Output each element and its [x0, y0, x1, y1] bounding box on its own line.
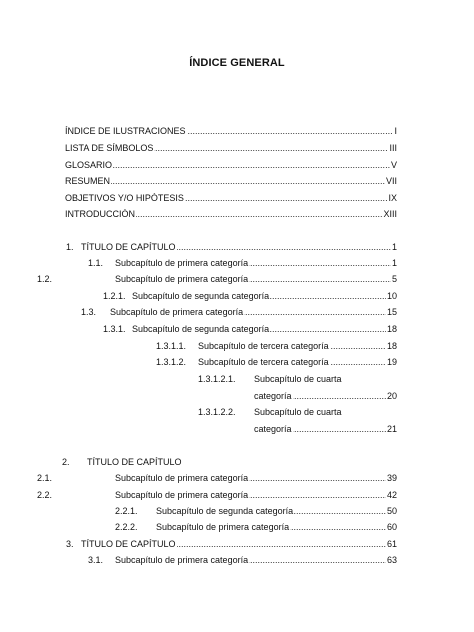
toc-entry-number: 1.2.1. — [103, 291, 126, 301]
toc-entry-text: TÍTULO DE CAPÍTULO — [81, 242, 176, 252]
toc-entry-text: categoría — [254, 424, 292, 434]
toc-entry-page: 21 — [386, 424, 397, 434]
toc-entry-text: RESUMEN — [65, 176, 111, 186]
toc-entry[interactable] — [254, 391, 397, 402]
toc-entry-number: 3. — [66, 539, 74, 549]
toc-entry-page: IX — [388, 193, 397, 203]
toc-entry-text[interactable]: TÍTULO DE CAPÍTULO — [87, 457, 182, 467]
toc-entry-page: 20 — [386, 391, 397, 401]
toc-entry-number: 1.2. — [37, 274, 53, 284]
toc-entry-page: 63 — [386, 555, 397, 565]
toc-entry-number: 1.3.1.1. — [156, 341, 187, 351]
toc-entry[interactable] — [132, 324, 397, 335]
toc-entry-number: 1.3.1.2.1. — [198, 374, 236, 384]
toc-entry-text: LISTA DE SÍMBOLOS — [65, 143, 154, 153]
toc-entry-page: 1 — [391, 242, 397, 252]
toc-entry-text: Subcapítulo de cuarta — [254, 374, 342, 384]
toc-entry[interactable] — [132, 291, 397, 302]
toc-entry[interactable] — [198, 341, 397, 352]
toc-entry-page: III — [389, 143, 397, 153]
toc-entry-page: 18 — [386, 341, 397, 351]
toc-entry-page: 50 — [386, 506, 397, 516]
toc-entry[interactable] — [115, 490, 397, 501]
toc-entry[interactable] — [156, 522, 397, 533]
toc-entry-page: 18 — [386, 324, 397, 334]
toc-entry[interactable] — [65, 193, 397, 204]
toc-entry[interactable] — [81, 242, 397, 253]
toc-entry-text: Subcapítulo de primera categoría — [115, 473, 249, 483]
toc-entry-number: 1. — [66, 242, 74, 252]
toc-entry-page: XIII — [383, 209, 397, 219]
toc-entry-text: Subcapítulo de segunda categoría — [132, 324, 270, 334]
toc-entry[interactable] — [254, 424, 397, 435]
toc-entry-text: GLOSARIO — [65, 160, 113, 170]
toc-entry-page: 39 — [386, 473, 397, 483]
toc-entry-number: 1.3.1.2.2. — [198, 407, 236, 417]
toc-entry-number: 1.1. — [88, 258, 104, 268]
toc-entry-page: 15 — [386, 307, 397, 317]
toc-entry-text: TÍTULO DE CAPÍTULO — [81, 539, 176, 549]
toc-entry-text: Subcapítulo de primera categoría — [110, 307, 244, 317]
toc-entry-text: Subcapítulo de primera categoría — [115, 258, 249, 268]
toc-entry[interactable] — [65, 160, 397, 171]
toc-entry[interactable] — [81, 539, 397, 550]
toc-entry-page: 42 — [386, 490, 397, 500]
toc-entry-number: 2.2.2. — [115, 522, 138, 532]
toc-entry-page: 60 — [386, 522, 397, 532]
toc-entry-page: V — [390, 160, 397, 170]
toc-entry-text: Subcapítulo de segunda categoría — [156, 506, 294, 516]
toc-entry-page: 19 — [386, 357, 397, 367]
toc-entry[interactable] — [115, 274, 397, 285]
toc-entry[interactable] — [115, 258, 397, 269]
toc-entry-text: ÍNDICE DE ILUSTRACIONES — [65, 126, 186, 136]
toc-entry-number: 1.3.1. — [103, 324, 126, 334]
toc-entry-text: Subcapítulo de primera categoría — [115, 555, 249, 565]
toc-entry[interactable] — [65, 126, 397, 137]
toc-entry-text: Subcapítulo de primera categoría — [115, 490, 249, 500]
toc-entry[interactable] — [115, 555, 397, 566]
toc-entry[interactable] — [65, 143, 397, 154]
toc-entry[interactable] — [115, 473, 397, 484]
toc-entry-number: 2. — [62, 457, 70, 467]
toc-entry-text: categoría — [254, 391, 292, 401]
toc-entry-number: 2.2. — [37, 490, 53, 500]
toc-entry[interactable] — [156, 506, 397, 517]
toc-entry[interactable] — [65, 176, 397, 187]
toc-entry-page: 61 — [386, 539, 397, 549]
toc-entry-page: I — [394, 126, 397, 136]
toc-entry-page: 1 — [391, 258, 397, 268]
toc-entry-number: 2.2.1. — [115, 506, 138, 516]
toc-entry-text: Subcapítulo de tercera categoría — [198, 357, 329, 367]
toc-entry-number: 1.3. — [81, 307, 97, 317]
toc-entry-text: Subcapítulo de tercera categoría — [198, 341, 329, 351]
toc-entry-page: 10 — [386, 291, 397, 301]
toc-entry-page: 5 — [391, 274, 397, 284]
toc-entry[interactable] — [198, 357, 397, 368]
toc-entry[interactable] — [110, 307, 397, 318]
toc-entry-text: Subcapítulo de primera categoría — [156, 522, 290, 532]
toc-entry-number: 3.1. — [88, 555, 104, 565]
toc-entry-text: Subcapítulo de primera categoría — [115, 274, 249, 284]
toc-entry-number: 2.1. — [37, 473, 53, 483]
toc-entry-page: VII — [385, 176, 397, 186]
toc-entry-number: 1.3.1.2. — [156, 357, 187, 367]
toc-entry-text: Subcapítulo de cuarta — [254, 407, 342, 417]
toc-entry[interactable] — [65, 209, 397, 220]
page-title: ÍNDICE GENERAL — [189, 57, 285, 69]
toc-entry-text: INTRODUCCIÓN — [65, 209, 135, 219]
toc-entry-text: Subcapítulo de segunda categoría — [132, 291, 270, 301]
toc-entry-text: OBJETIVOS Y/O HIPÓTESIS — [65, 193, 184, 203]
